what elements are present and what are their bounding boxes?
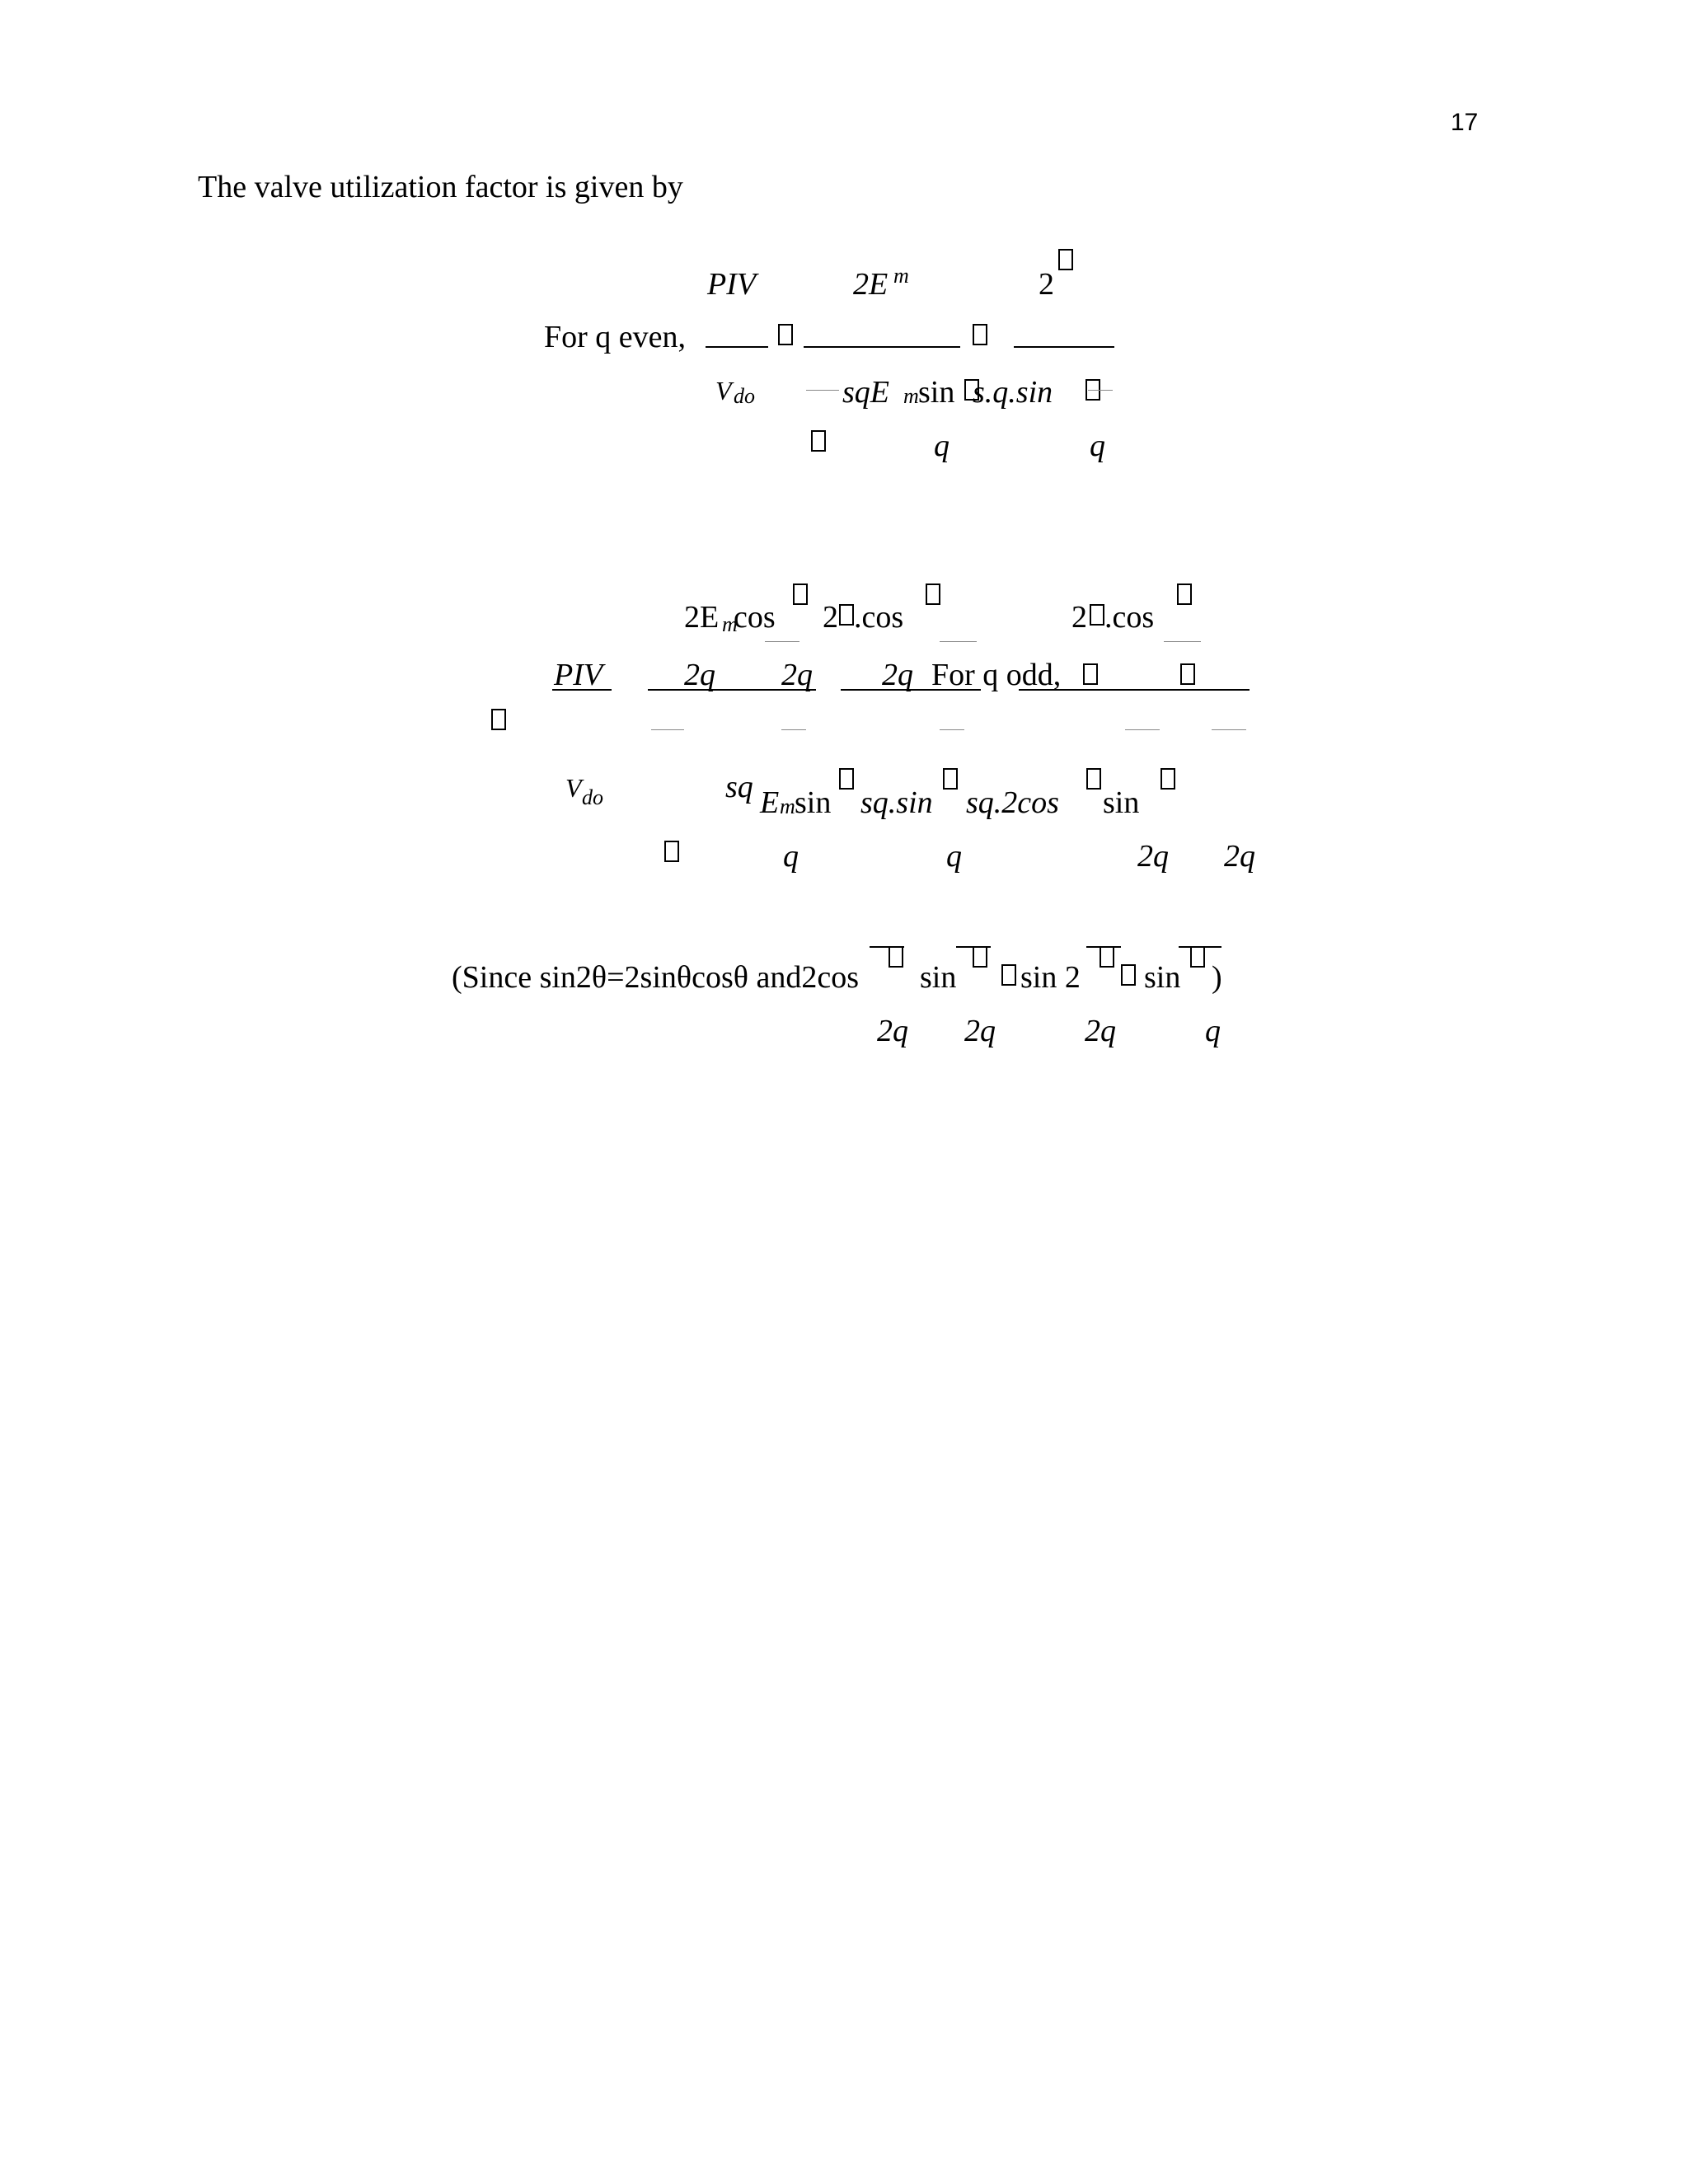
intro-text: The valve utilization factor is given by: [198, 170, 683, 204]
eq-odd-2a: 2: [823, 600, 838, 635]
eq-odd-v-sub: do: [582, 785, 603, 809]
missing-glyph-icon: [973, 946, 987, 968]
eq-odd-sq1: sq: [725, 770, 753, 804]
eq-odd-2e: 2E: [684, 600, 720, 635]
eq-even-2: 2: [1039, 267, 1054, 302]
fraction-bar: [552, 689, 612, 691]
eq-odd-cos2: .cos: [854, 600, 904, 635]
eq-odd-sqsin: sq.sin: [860, 785, 933, 820]
eq-odd-cos3: .cos: [1104, 600, 1155, 635]
eq-even-sqsin: s.q.sin: [973, 375, 1053, 410]
fraction-bar: [1125, 729, 1160, 730]
fraction-bar: [806, 390, 839, 391]
missing-glyph-icon: [1090, 604, 1104, 626]
since-text: (Since sin2θ=2sinθcosθ and2cos: [452, 960, 859, 995]
fraction-bar: [1019, 689, 1250, 691]
eq-even-sqe-sub: m: [903, 384, 919, 408]
fraction-bar: [648, 689, 816, 691]
eq-odd-2q-a: 2q: [684, 658, 715, 692]
eq-odd-2q-b: 2q: [781, 658, 813, 692]
missing-glyph-icon: [1083, 663, 1098, 685]
missing-glyph-icon: [811, 430, 826, 452]
fraction-bar: [1212, 729, 1246, 730]
missing-glyph-icon: [926, 583, 940, 605]
fraction-bar: [1088, 390, 1113, 391]
eq-odd-piv: PIV: [554, 658, 603, 692]
eq-odd-em-sub: m: [780, 794, 795, 818]
missing-glyph-icon: [1177, 583, 1192, 605]
eq-even-label: For q even,: [544, 320, 687, 354]
missing-glyph-icon: [793, 583, 808, 605]
missing-glyph-icon: [1100, 946, 1114, 968]
eq-even-piv: PIV: [707, 267, 757, 302]
since-q2: 2q: [964, 1014, 996, 1048]
eq-odd-sq2cos: sq.2cos: [966, 785, 1059, 820]
fraction-bar: [781, 729, 806, 730]
missing-glyph-icon: [839, 768, 854, 790]
since-sin-a: sin: [920, 960, 957, 995]
missing-glyph-icon: [778, 324, 793, 345]
eq-odd-label: For q odd,: [931, 658, 1062, 692]
eq-odd-v: V: [565, 773, 582, 803]
eq-even-sqe: sqE: [842, 375, 889, 410]
since-q3: 2q: [1085, 1014, 1116, 1048]
eq-odd-2e-sub: m: [722, 612, 738, 636]
page-number: 17: [1451, 109, 1479, 136]
eq-odd-bq3: 2q: [1137, 839, 1169, 874]
missing-glyph-icon: [1086, 768, 1101, 790]
fraction-bar: [1014, 346, 1114, 348]
missing-glyph-icon: [839, 604, 854, 626]
eq-odd-bq4: 2q: [1224, 839, 1255, 874]
missing-glyph-icon: [1160, 768, 1175, 790]
eq-even-sin: sin: [918, 375, 955, 410]
eq-odd-cos1: cos: [734, 600, 776, 635]
since-q1: 2q: [877, 1014, 908, 1048]
since-q4: q: [1205, 1014, 1221, 1048]
fraction-bar: [706, 346, 768, 348]
missing-glyph-icon: [1180, 663, 1195, 685]
missing-glyph-icon: [973, 324, 987, 345]
missing-glyph-icon: [1121, 964, 1136, 986]
since-close: ): [1212, 960, 1222, 995]
since-sin-c: sin: [1144, 960, 1181, 995]
missing-glyph-icon: [889, 946, 903, 968]
eq-odd-em: E: [760, 785, 780, 820]
eq-odd-sin2: sin: [1103, 785, 1140, 820]
eq-odd-2b: 2: [1071, 600, 1087, 635]
fraction-bar: [940, 729, 964, 730]
eq-odd-bq2: q: [946, 839, 962, 874]
missing-glyph-icon: [491, 709, 506, 730]
missing-glyph-icon: [664, 841, 679, 862]
eq-odd-sin1: sin: [795, 785, 832, 820]
eq-odd-2q-c: 2q: [882, 658, 913, 692]
missing-glyph-icon: [1001, 964, 1016, 986]
fraction-bar: [651, 729, 684, 730]
missing-glyph-icon: [1190, 946, 1205, 968]
fraction-bar: [940, 641, 977, 642]
missing-glyph-icon: [1058, 249, 1073, 270]
since-sin-b: sin 2: [1020, 960, 1081, 995]
eq-even-2e: 2E: [853, 267, 889, 302]
eq-even-q2: q: [1090, 429, 1105, 463]
fraction-bar: [804, 346, 960, 348]
eq-odd-bq1: q: [783, 839, 799, 874]
missing-glyph-icon: [943, 768, 958, 790]
fraction-bar: [765, 641, 799, 642]
eq-even-2e-sub: m: [893, 264, 909, 288]
fraction-bar: [841, 689, 981, 691]
eq-even-q1: q: [934, 429, 950, 463]
fraction-bar: [1164, 641, 1201, 642]
eq-even-v: V: [715, 376, 732, 405]
eq-even-v-sub: do: [734, 384, 755, 408]
